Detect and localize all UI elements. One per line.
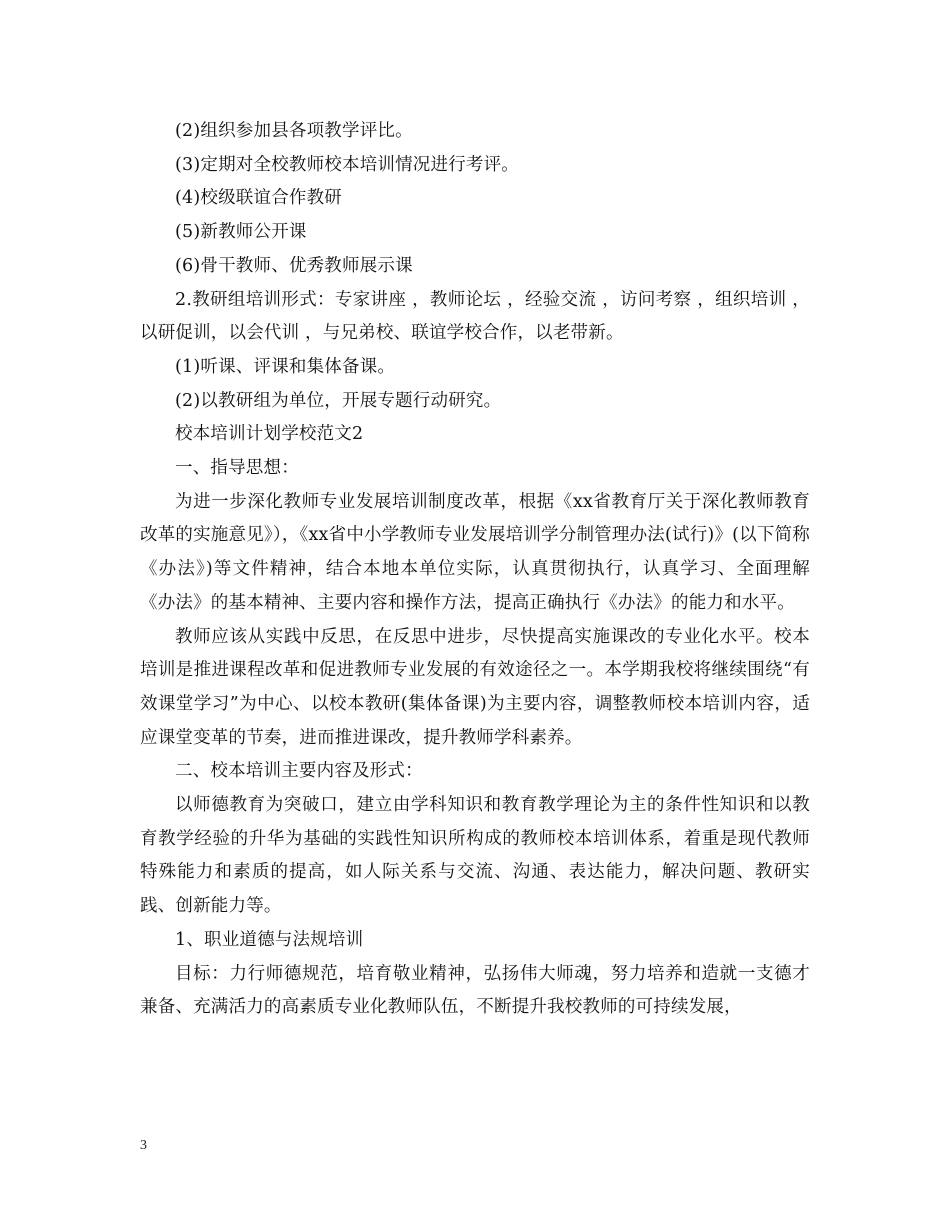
paragraph-16: 目标：力行师德规范，培育敬业精神，弘扬伟大师魂，努力培养和造就一支德才兼备、充满活力的高素质专业化教师队伍，不断提升我校教师的可持续发展， <box>140 963 810 1018</box>
paragraph-8: (2)以教研组为单位，开展专题行动研究。 <box>175 390 502 411</box>
paragraph-4: (5)新教师公开课 <box>175 222 307 243</box>
paragraph-7: (1)听课、评课和集体备课。 <box>175 356 396 377</box>
paragraph-1: (2)组织参加县各项教学评比。 <box>175 121 413 141</box>
paragraph-12: 教师应该从实践中反思，在反思中进步，尽快提高实施课改的专业化水平。校本培训是推进课程改革和促进教师专业发展的有效途径之一。本学期我校将继续围绕“有效课堂学习”为中心、以校本教研(集体备课)为主要内容，调整教师校本培训内容，适应课堂变革的节奏，进而推进课改，提升教师学科素养。 <box>140 626 810 748</box>
paragraph-3: (4)校级联谊合作教研 <box>175 188 342 209</box>
paragraph-5: (6)骨干教师、优秀教师展示课 <box>175 255 413 276</box>
document-body <box>140 115 810 1025</box>
page-number: 3 <box>140 1138 147 1153</box>
section-heading-guiding-thought: 一、指导思想： <box>175 458 299 479</box>
section-heading-template-2: 校本培训计划学校范文2 <box>175 424 364 445</box>
section-heading-main-content: 二、校本培训主要内容及形式： <box>175 761 423 782</box>
paragraph-2: (3)定期对全校教师校本培训情况进行考评。 <box>175 154 519 175</box>
subsection-heading-ethics-training: 1、职业道德与法规培训 <box>175 929 364 950</box>
paragraph-14: 以师德教育为突破口，建立由学科知识和教育教学理论为主的条件性知识和以教育教学经验的升华为基础的实践性知识所构成的教师校本培训体系，着重是现代教师特殊能力和素质的提高，如人际关系与交流、沟通、表达能力，解决问题、教研实践、创新能力等。 <box>140 795 810 917</box>
paragraph-6: 2.教研组培训形式：专家讲座 ，教师论坛 ，经验交流 ，访问考察 ，组织培训 ，以研促训，以会代训 ，与兄弟校、联谊学校合作，以老带新。 <box>140 289 810 344</box>
paragraph-11: 为进一步深化教师专业发展培训制度改革，根据《xx省教育厅关于深化教师教育改革的实施意见》），《xx省中小学教师专业发展培训学分制管理办法(试行)》(以下简称《办法》)等文件精神，结合本地本单位实际，认真贯彻执行，认真学习、全面理解《办法》的基本精神、主要内容和操作方法，提高正确执行《办法》的能力和水平。 <box>140 491 810 613</box>
